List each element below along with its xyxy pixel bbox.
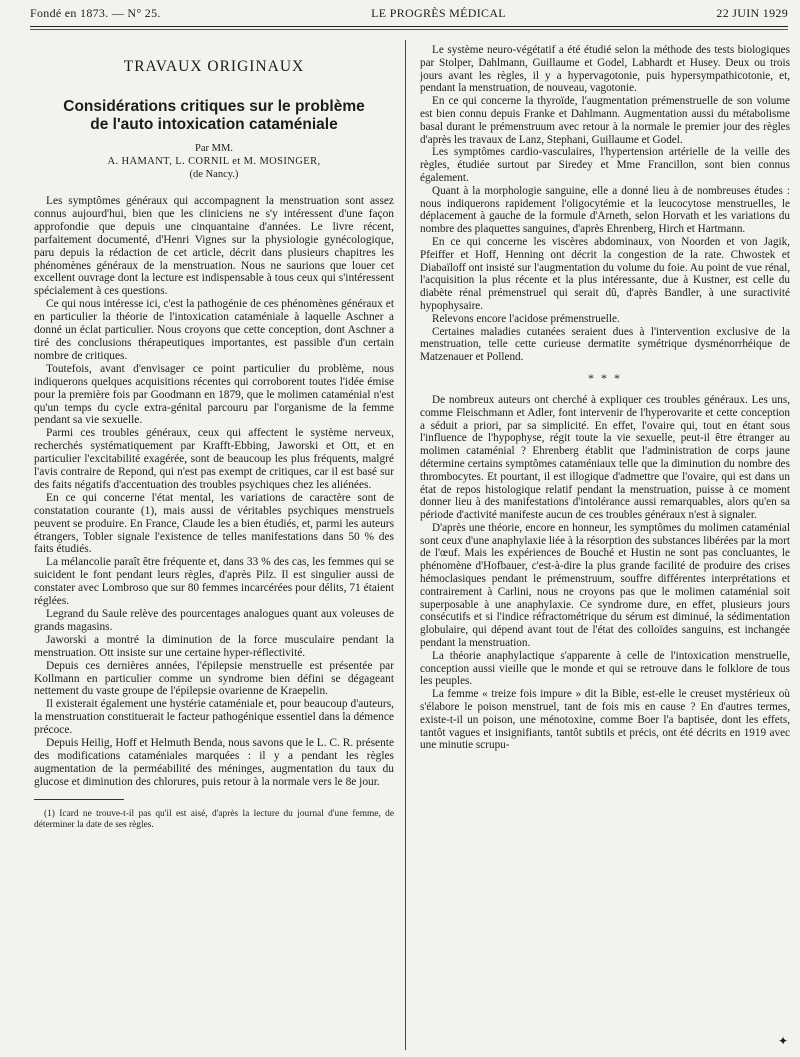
article-title [34, 98, 394, 134]
paragraph: Depuis ces dernières années, l'épilepsie menstruelle est présentée par Kollmann en particulier comme un syndrome bien défini se dégageant nettement du vaste groupe de l'épilepsie ovarienne de Kraepelin. [34, 659, 394, 698]
paragraph: Les symptômes cardio-vasculaires, l'hypertension artérielle de la veille des règles, étudiée surtout par Siredey et Mme Francillon, sont bien connus également. [420, 146, 790, 184]
affiliation: (de Nancy.) [189, 169, 239, 180]
paragraph: Relevons encore l'acidose prémenstruelle. [432, 312, 620, 325]
right-body-part-2 [420, 394, 790, 752]
header-journal-title: LE PROGRÈS MÉDICAL [371, 6, 506, 20]
header-rule [30, 26, 788, 27]
paragraph: La théorie anaphylactique s'apparente à celle de l'intoxication menstruelle, conception aussi vieille que le monde et qui se retrouve dans le folklore de tous les peuples. [420, 649, 790, 688]
section-title: TRAVAUX ORIGINAUX [123, 58, 305, 75]
right-body-part-1 [420, 44, 790, 364]
page-ornament: ✦ [777, 1034, 788, 1048]
running-header [30, 6, 788, 22]
paragraph: Les symptômes généraux qui accompagnent la menstruation sont assez connus aujourd'hui, bien que les cliniciens ne s'y intéressent d'une façon approfondie que depuis une cinquantaine d'années. Le livre récent, parfaitement documenté, d'Henri Vignes sur la physiologie gynécologique, paru depuis la rédaction de cet article, décrit dans plusieurs chapitres les phénomènes généraux de la menstruation. Nous ne saurions que louer cet excellent ouvrage dont la lecture est indispensable à tous ceux qui s'intéressent spécialement à ces questions. [34, 195, 394, 298]
paragraph: D'après une théorie, encore en honneur, les symptômes du molimen cataménial sont ceux d'une anaphylaxie liée à la résorption des substances libérées par la mort de l'œuf. Mais les expériences de Bouché et Hustin ne sont pas concluantes, le phénomène d'Hofbauer, c'est-à-dire la plus grande facilité de produire des crises hémoclasiques pendant le prémenstruum, souffre différentes interprétations et contrairement à Carlini, nous ne croyons pas que le molimen cataménial soit superposable à une anaphylaxie. Ce syndrome dure, en effet, plusieurs jours consécutifs et si l'indice réfractométrique du sérum est diminué, la sédimentation globulaire, qui dépend avant tout de l'état des colloïdes sanguins, est inchangée pendant la menstruation. [420, 521, 790, 650]
byline: Par MM. [195, 143, 233, 154]
paragraph: De nombreux auteurs ont cherché à expliquer ces troubles généraux. Les uns, comme Fleischmann et Adler, font intervenir de l'hyperovarite et cette conception a séduit a priori, par sa simplicité. En effet, l'ovaire qui, tout en étant sous l'influence de l'hypophyse, régit toute la vie sexuelle, peut-il être étranger au molimen cataménial ? Ehrenberg établit que l'administration de corps jaune détermine certains symptômes cataméniaux telle que la diminution du nombre des thrombocytes. Et pourtant, il est illogique d'admettre que l'ovaire, qui est dans un état de repos histologique relatif pendant la menstruation, puisse à ce moment donner lieu à des manifestations d'intolérance aussi remarquables, alors qu'en sa période d'activité manifeste aucun de ces troubles généraux n'est à signaler. [420, 393, 790, 522]
left-body [34, 195, 394, 789]
paragraph: Jaworski a montré la diminution de la force musculaire pendant la menstruation. Ott insiste sur une certaine hyper-réflectivité. [34, 633, 394, 659]
paragraph: En ce qui concerne l'état mental, les variations de caractère sont de constatation courante (1), mais aussi de véritables psychiques menstruels peuvent se produire. En France, Claude les a bien étudiés, et, parmi les auteurs étrangers, Tobler signale l'existence de telles manifestations dans 50 % des faits étudiés. [34, 491, 394, 556]
article-title-line-1: Considérations critiques sur le problème [63, 98, 365, 115]
footnote: (1) Icard ne trouve-t-il pas qu'il est aisé, d'après la lecture du journal d'une femme, de déterminer la date de ses règles. [34, 809, 394, 831]
footnote-rule [34, 799, 124, 800]
column-divider [405, 40, 406, 1050]
authors: A. HAMANT, L. CORNIL et M. MOSINGER, [107, 156, 321, 167]
paragraph: Certaines maladies cutanées seraient dues à l'intervention exclusive de la menstruation, telle cette curieuse dermatite symétrique dysménorrhéique de Matzenauer et Pollend. [420, 325, 790, 364]
right-column [420, 44, 790, 1047]
left-column [34, 44, 394, 1047]
paragraph: La femme « treize fois impure » dit la Bible, est-elle le creuset mystérieux où s'élabore le poison menstruel, tant de fois mis en cause ? En d'autres termes, existe-t-il un poison, une ménotoxine, comme Boer l'a baptisée, dont les effets, tantôt vagues et insignifiants, tantôt subtils et précis, ont été décrits en 1919 avec une minutie scrupu- [420, 688, 790, 752]
article-title-line-2: de l'auto intoxication cataméniale [90, 116, 338, 133]
paragraph: En ce qui concerne la thyroïde, l'augmentation prémenstruelle de son volume est bien connu depuis Franke et Dahlmann. Augmentation aussi du métabolisme basal durant le prémenstruum avec retour à la normale le premier jour des règles d'après les travaux de Lanz, Stephani, Guillaume et Godel. [420, 95, 790, 146]
paragraph: Ce qui nous intéresse ici, c'est la pathogénie de ces phénomènes généraux et en particulier la théorie de l'intoxication cataméniale à laquelle Aschner a donné un éclat particulier. Nous croyons que cette conception, dont Aschner a tiré des conclusions thérapeutiques importantes, est passible d'un certain nombre de critiques. [34, 298, 394, 362]
paragraph: En ce qui concerne les viscères abdominaux, von Noorden et von Jagik, Pfeiffer et Hoff, Henning ont décrit la congestion de la rate. Chwostek et Diabaïloff ont insisté sur l'augmentation du volume du foie. Au point de vue rénal, l'acquisition la plus récente et la plus intéressante, due à Kustner, est celle du diabète rénal prémenstruel qui serait dû, d'après Bandler, à une suractivité hypophysaire. [420, 235, 790, 312]
paragraph: Quant à la morphologie sanguine, elle a donné lieu à de nombreuses études : nous indiquerons rapidement l'oligocytémie et la leucocytose menstruelles, le déplacement à gauche de la formule d'Arneth, selon Horvath et les variations du nombre des plaquettes sanguines, d'après Ehrenberg, Hirch et Hartmann. [420, 184, 790, 236]
header-founded-issue: Fondé en 1873. — N° 25. [30, 6, 161, 20]
header-rule-thin [30, 29, 788, 30]
paragraph: Depuis Heilig, Hoff et Helmuth Benda, nous savons que le L. C. R. présente des modifications cataméniales marquées : il y a pendant les règles augmentation de la perméabilité des méninges, augmentation du taux du glucose et diminution des chlorures, puis retour à la normale vers le 8e jour. [34, 737, 394, 788]
paragraph: Parmi ces troubles généraux, ceux qui affectent le système nerveux, recherchés systématiquement par Krafft-Ebbing, Jaworski et Ott, et en particulier l'excitabilité exagérée, sont de beaucoup les plus fréquents, malgré l'avis contraire de Repond, qui n'est pas exempt de critiques, car il est basé sur des faits négatifs d'accentuation des troubles psychiques chez les aliénées. [34, 427, 394, 491]
paragraph: Toutefois, avant d'envisager ce point particulier du problème, nous indiquerons quelques acquisitions récentes qui corroborent toutes l'idée émise pour la première fois par Goodmann en 1879, que le molimen cataménial n'est qu'un temps du cycle extra-génital parcouru par l'organisme de la femme pendant sa vie sexuelle. [34, 362, 394, 427]
asterism-separator: * * * [588, 370, 622, 385]
paragraph: Le système neuro-végétatif a été étudié selon la méthode des tests biologiques par Stolper, Dahlmann, Guillaume et Godel, Labhardt et Husey. Deux ou trois jours avant les règles, il y a hypervagotonie, puis hypersympathicotonie, et, pendant la menstruation, de nouveau, vagotonie. [420, 44, 790, 95]
paragraph: Legrand du Saule relève des pourcentages analogues quant aux voleuses de grands magasins. [34, 608, 394, 633]
header-date: 22 JUIN 1929 [716, 6, 788, 20]
paragraph: Il existerait également une hystérie cataméniale et, pour beaucoup d'auteurs, la menstruation constituerait le facteur pathogénique essentiel dans la démence précoce. [34, 698, 394, 737]
paragraph: La mélancolie paraît être fréquente et, dans 33 % des cas, les femmes qui se suicident le font pendant leurs règles, d'après Pilz. Il est singulier aussi de constater avec Lombroso que sur 80 femmes incarcérées pour délits, 71 étaient réglées. [34, 556, 394, 608]
